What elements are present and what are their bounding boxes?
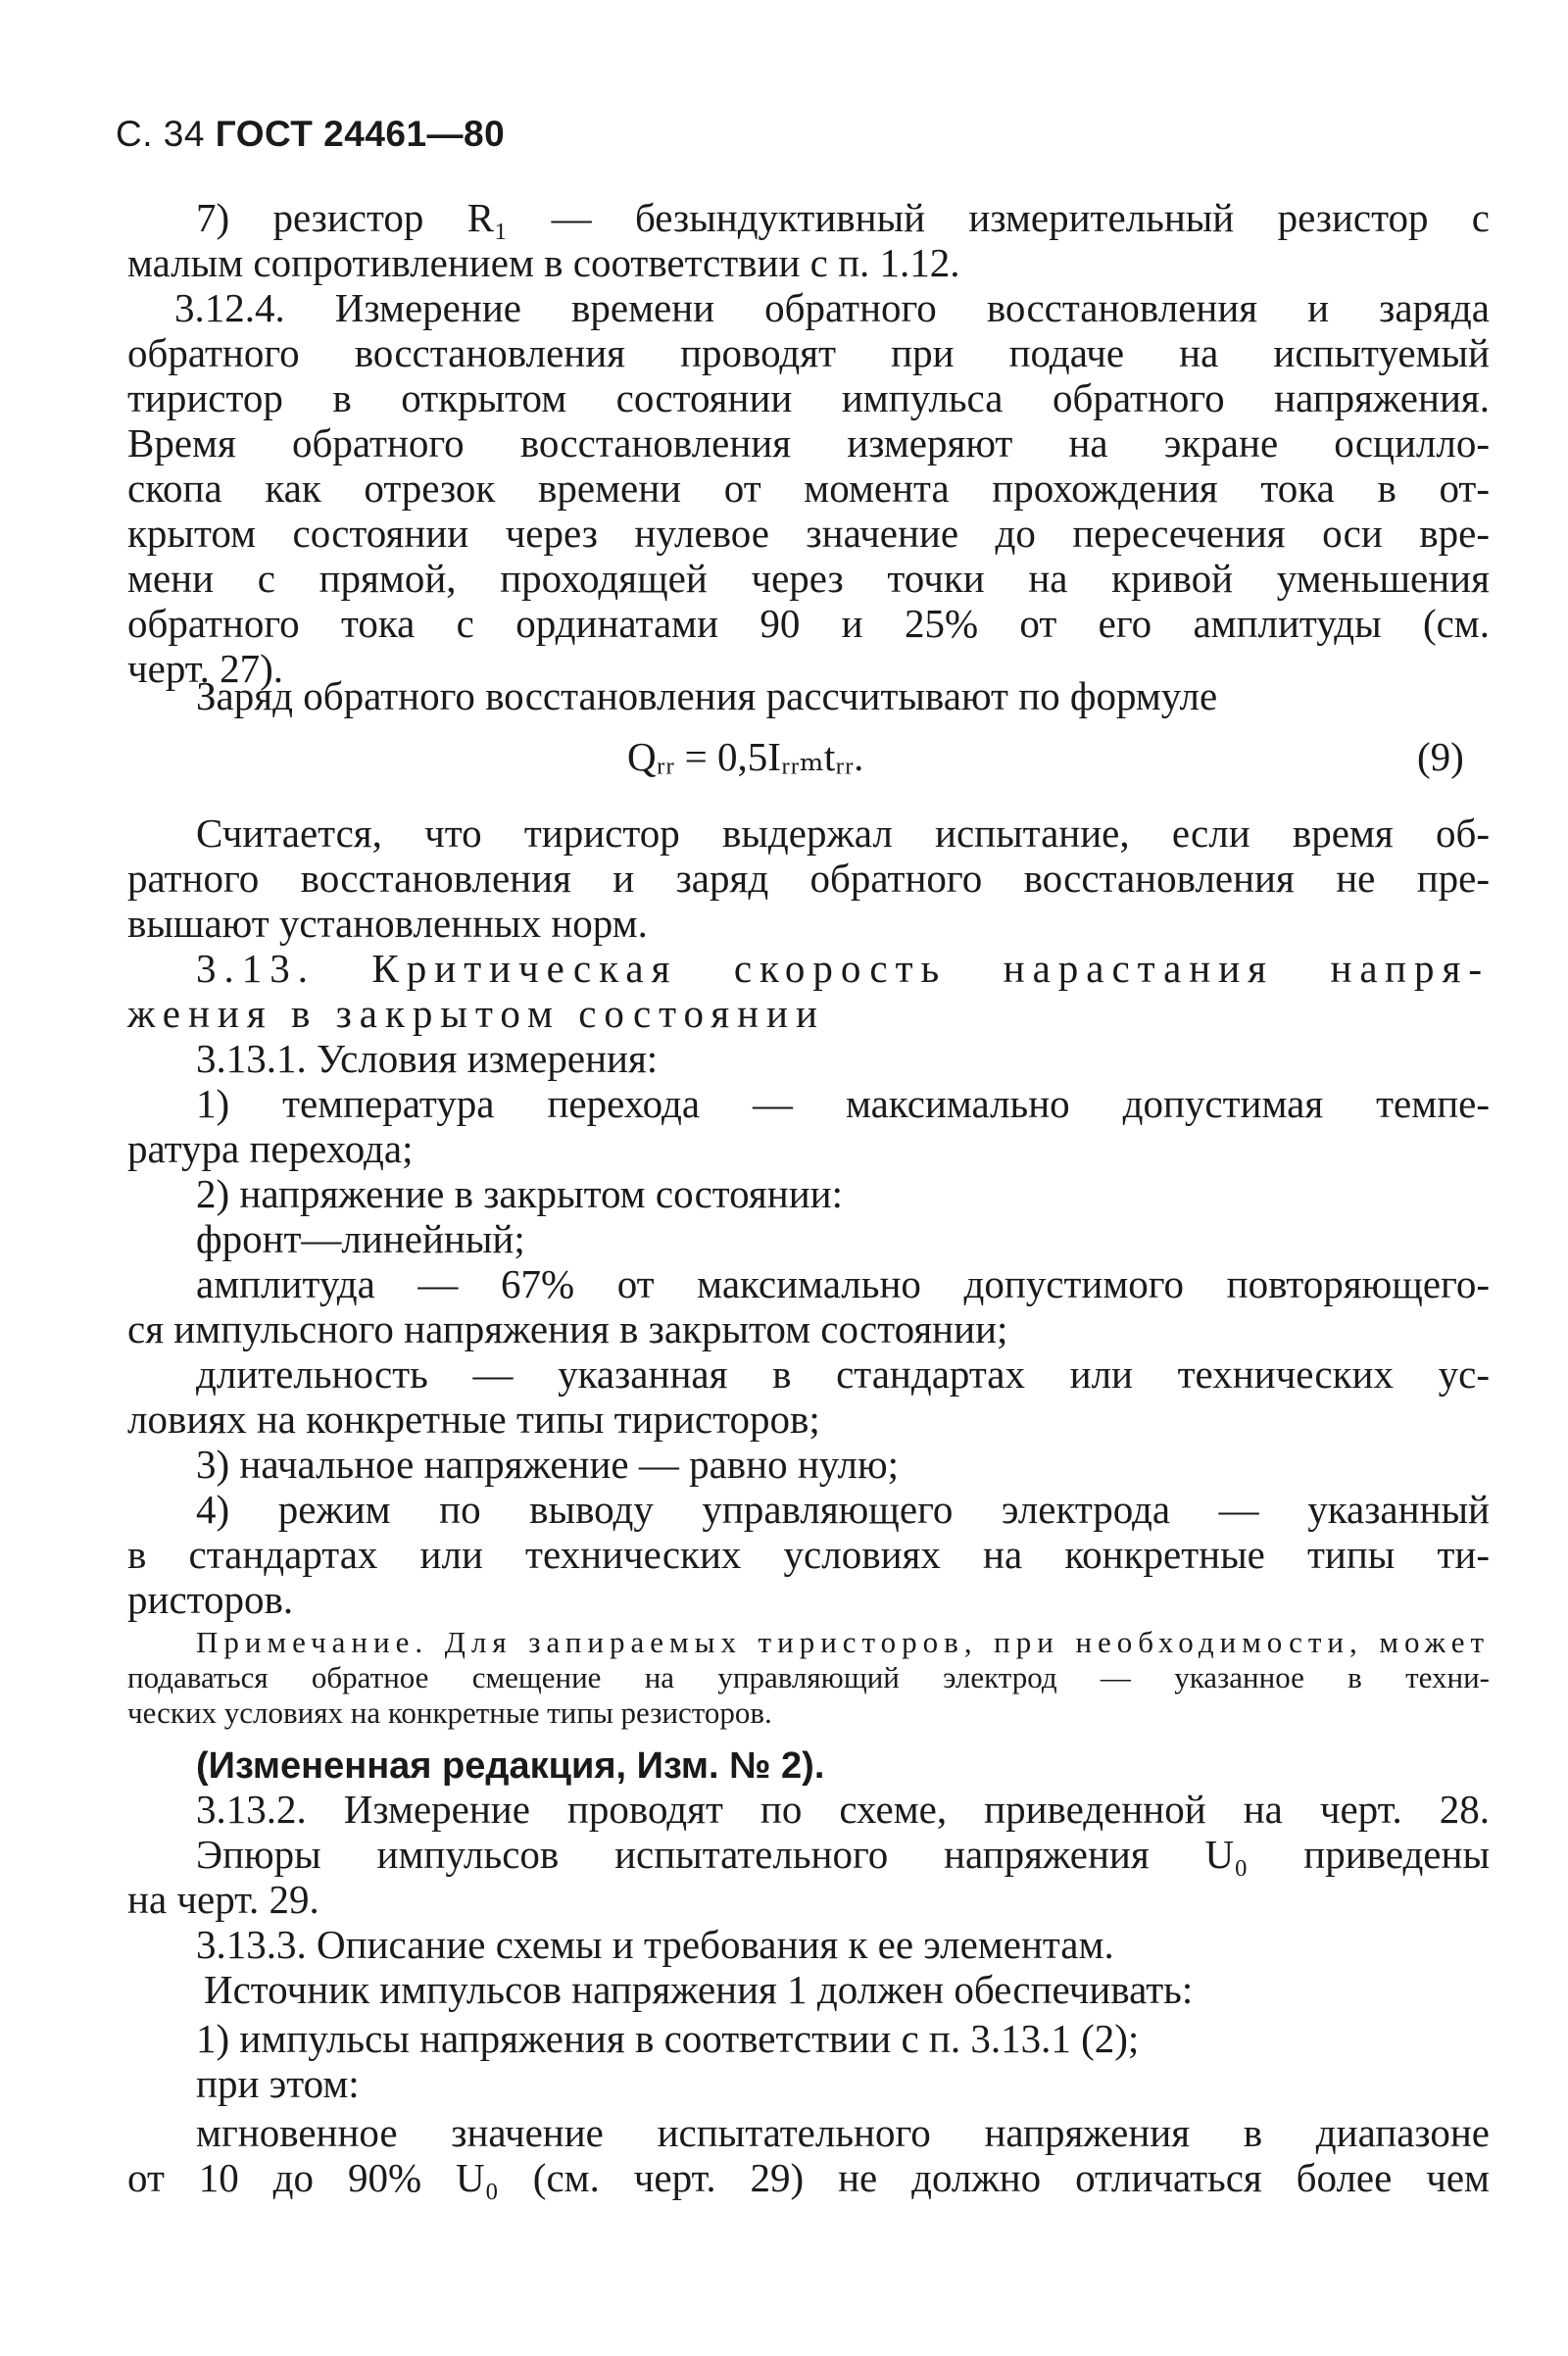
list-item: 1) импульсы напряжения в соответствии с п. 3.13.1 (2); bbox=[196, 2016, 1140, 2061]
section-heading-3-13-cont: жения в закрытом состоянии bbox=[127, 991, 825, 1036]
text-line: Считается, что тиристор выдержал испытание, если время об- bbox=[196, 810, 1490, 856]
section-heading-3-13: 3.13. Критическая скорость нарастания напря- bbox=[196, 946, 1490, 991]
text-line: малым сопротивлением в соответствии с п. 1.12. bbox=[127, 240, 960, 285]
text-line: ся импульсного напряжения в закрытом состоянии; bbox=[127, 1306, 1008, 1351]
text-line: при этом: bbox=[196, 2061, 360, 2106]
text-line: на черт. 29. bbox=[127, 1877, 319, 1922]
text-line: от 10 до 90% U₀ (см. черт. 29) не должно отличаться более чем bbox=[127, 2155, 1490, 2200]
text-line: длительность — указанная в стандартах или технических ус- bbox=[196, 1351, 1490, 1397]
text-line: фронт—линейный; bbox=[196, 1216, 525, 1261]
subsection-3-13-3: 3.13.3. Описание схемы и требования к ее элементам. bbox=[196, 1922, 1114, 1967]
text-line: ловиях на конкретные типы тиристоров; bbox=[127, 1397, 820, 1442]
page-header bbox=[116, 114, 505, 155]
text-line: вышают установленных норм. bbox=[127, 901, 648, 946]
text-line: ратного восстановления и заряд обратного восстановления не пре- bbox=[127, 856, 1490, 901]
text-line: обратного тока с ординатами 90 и 25% от его амплитуды (см. bbox=[127, 601, 1490, 646]
note-line: Примечание. Для запираемых тиристоров, при необходимости, может bbox=[196, 1625, 1490, 1659]
text-line: скопа как отрезок времени от момента прохождения тока в от- bbox=[127, 466, 1490, 511]
text-line: Эпюры импульсов испытательного напряжения U₀ приведены bbox=[196, 1832, 1490, 1877]
note-line: ческих условиях на конкретные типы резисторов. bbox=[127, 1695, 772, 1730]
text-line: Заряд обратного восстановления рассчитывают по формуле bbox=[196, 673, 1218, 718]
text-line: мени с прямой, проходящей через точки на кривой уменьшения bbox=[127, 556, 1490, 601]
subsection-3-13-2: 3.13.2. Измерение проводят по схеме, приведенной на черт. 28. bbox=[196, 1787, 1490, 1832]
text-line: Источник импульсов напряжения 1 должен обеспечивать: bbox=[204, 1967, 1194, 2012]
page-number: С. 34 bbox=[116, 114, 205, 154]
text-line: 7) резистор R₁ — безындуктивный измерительный резистор с bbox=[196, 195, 1490, 240]
text-line: ратура перехода; bbox=[127, 1126, 414, 1171]
text-line: обратного восстановления проводят при подаче на испытуемый bbox=[127, 330, 1490, 375]
paragraph-3-12-4: 3.12.4. Измерение времени обратного восстановления и заряда bbox=[174, 285, 1490, 330]
formula-number: (9) bbox=[1417, 734, 1464, 779]
text-line: в стандартах или технических условиях на конкретные типы ти- bbox=[127, 1532, 1490, 1577]
list-item: 3) начальное напряжение — равно нулю; bbox=[196, 1442, 899, 1487]
subsection-3-13-1: 3.13.1. Условия измерения: bbox=[196, 1036, 659, 1081]
text-line: тиристор в открытом состоянии импульса обратного напряжения. bbox=[127, 375, 1490, 420]
note-line: подаваться обратное смещение на управляющий электрод — указанное в техни- bbox=[127, 1660, 1490, 1694]
text-line: черт. 27). bbox=[127, 646, 284, 691]
list-item: 2) напряжение в закрытом состоянии: bbox=[196, 1171, 843, 1216]
text-line: Время обратного восстановления измеряют на экране осцилло- bbox=[127, 420, 1490, 466]
standard-code: ГОСТ 24461—80 bbox=[215, 114, 506, 154]
text-line: крытом состоянии через нулевое значение до пересечения оси вре- bbox=[127, 511, 1490, 556]
text-line: мгновенное значение испытательного напряжения в диапазоне bbox=[196, 2110, 1490, 2155]
list-item: 4) режим по выводу управляющего электрода — указанный bbox=[196, 1487, 1490, 1532]
list-item: 1) температура перехода — максимально допустимая темпе- bbox=[196, 1081, 1490, 1126]
formula: Qᵣᵣ = 0,5Iᵣᵣₘtᵣᵣ. bbox=[627, 734, 864, 779]
amendment-text: (Измененная редакция, Изм. № 2). bbox=[196, 1745, 825, 1787]
text-line: ристоров. bbox=[127, 1577, 294, 1622]
amendment-note bbox=[196, 1741, 1558, 1788]
text-line: амплитуда — 67% от максимально допустимого повторяющего- bbox=[196, 1261, 1490, 1306]
